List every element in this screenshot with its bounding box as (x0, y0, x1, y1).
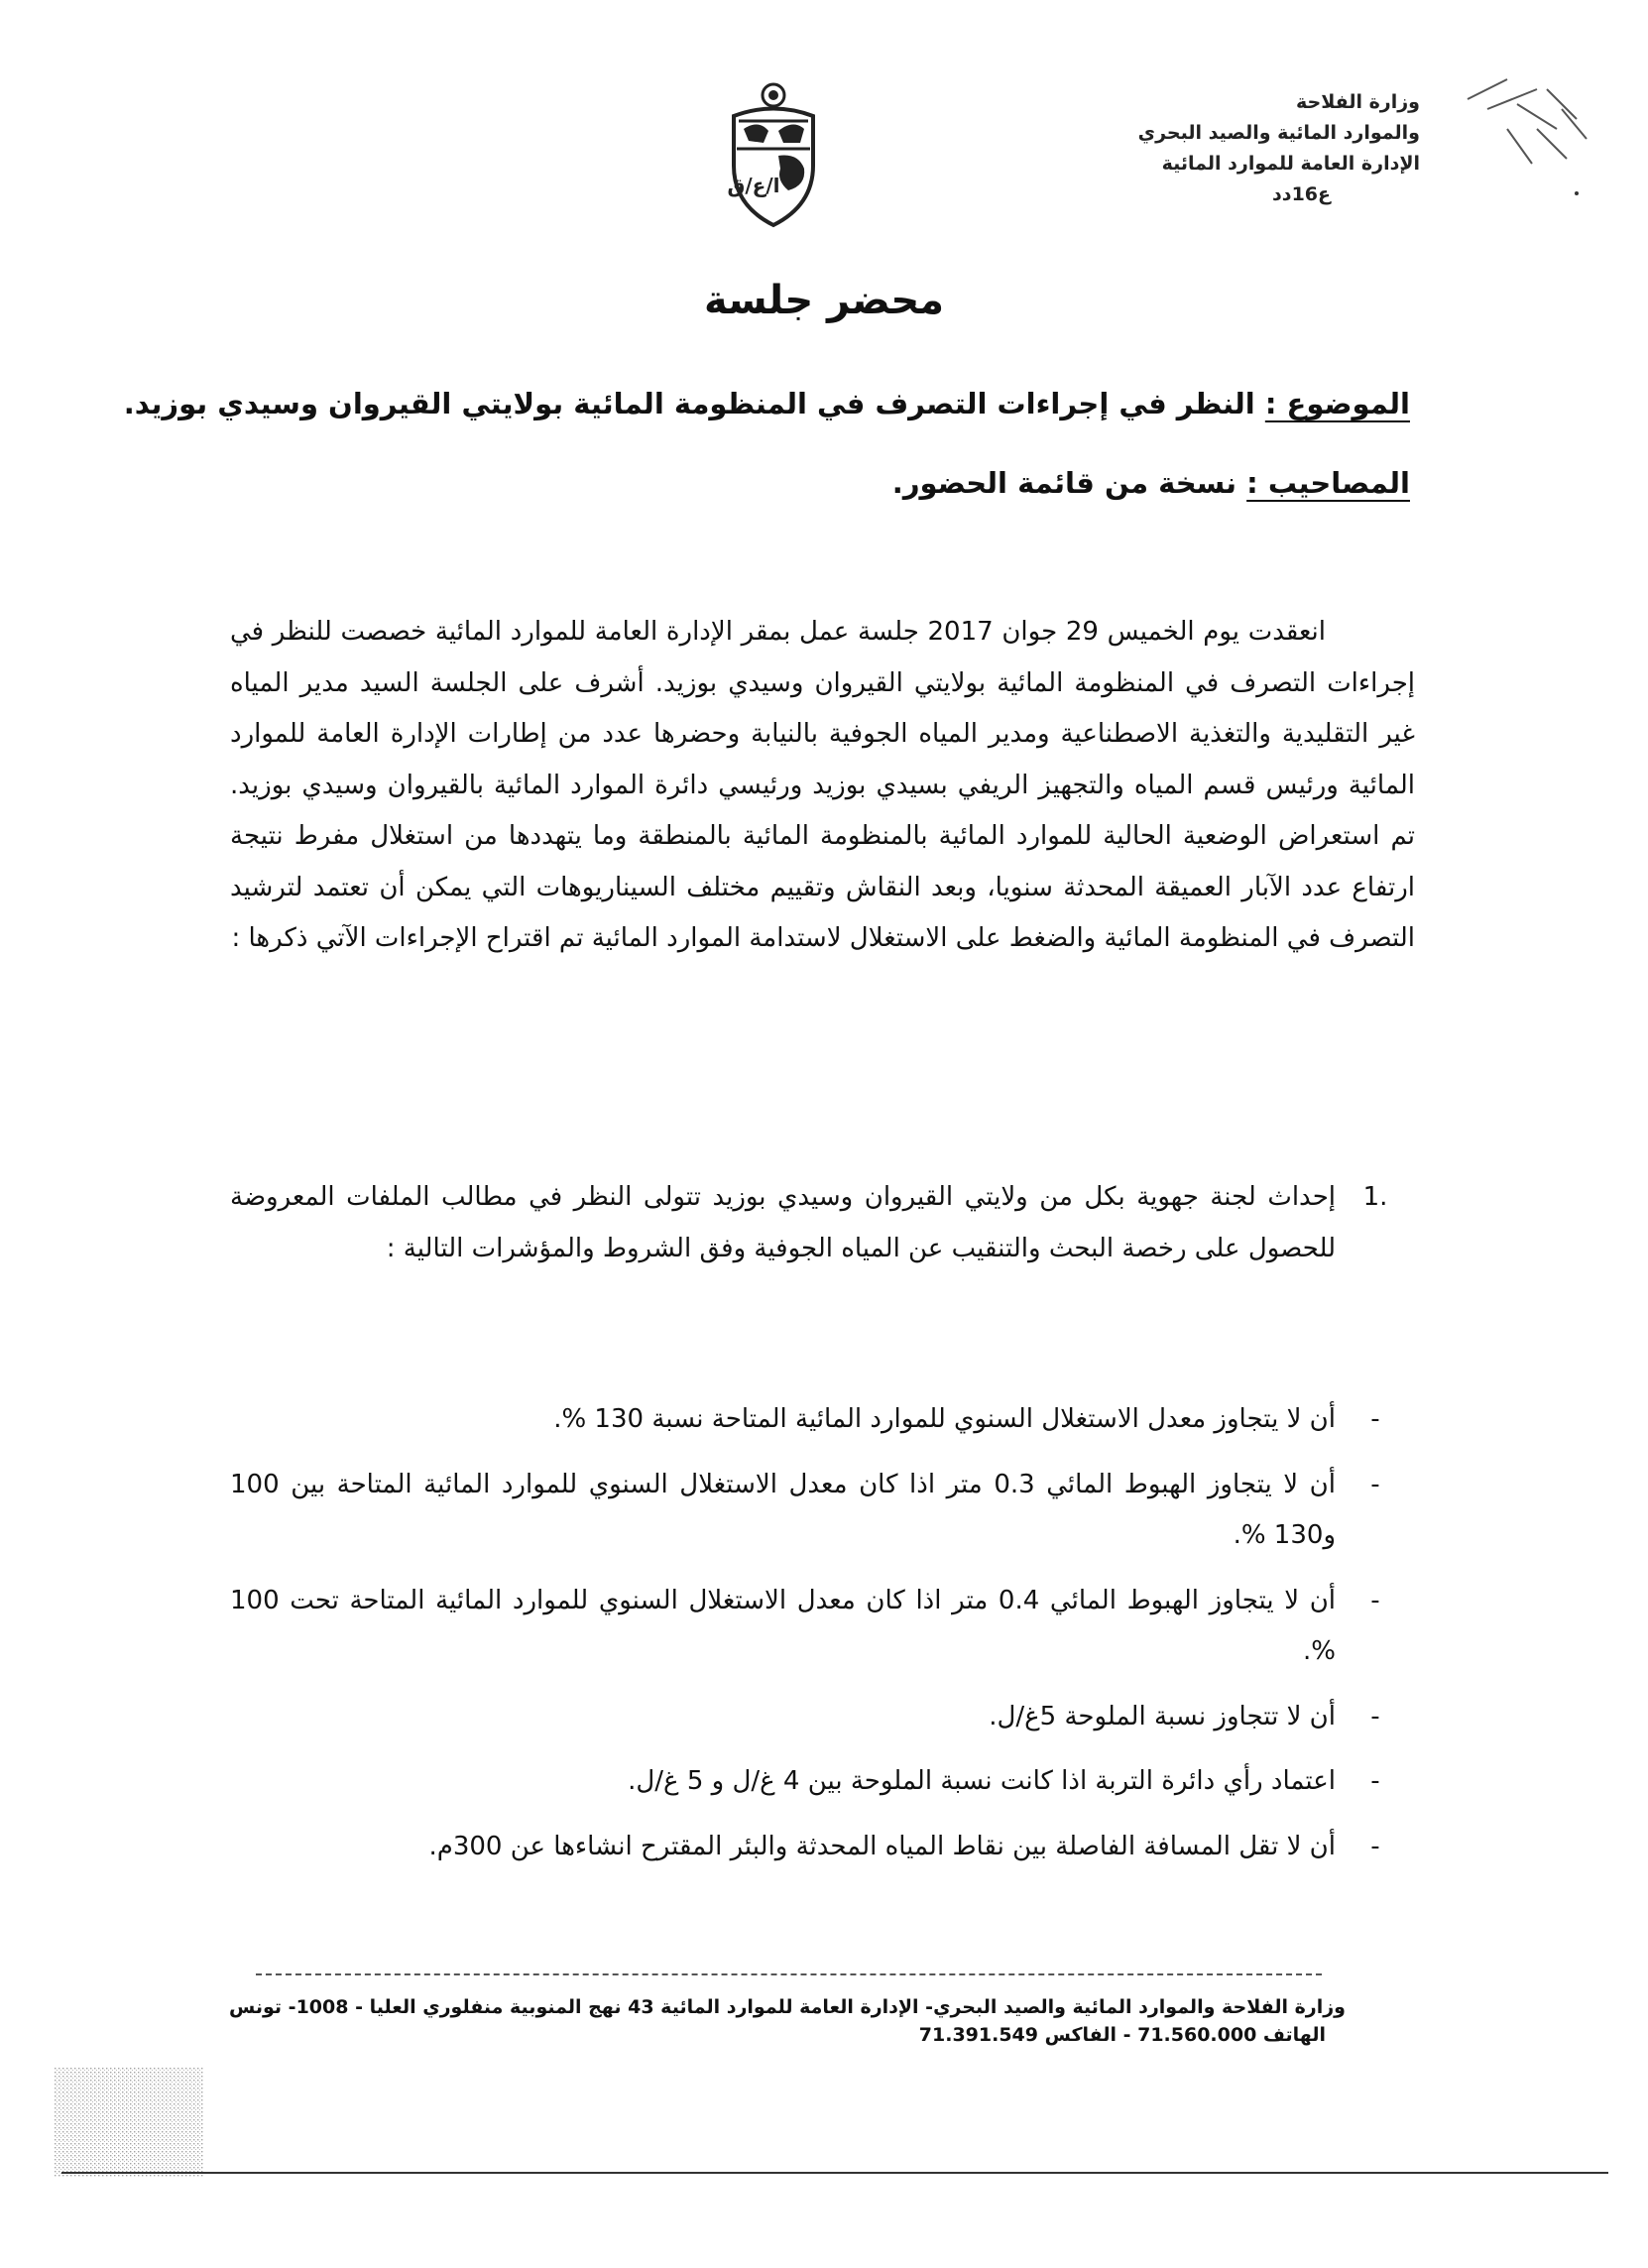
list-item (230, 1460, 1415, 1562)
attachments-label: المصاحيب : (1246, 466, 1410, 500)
list-item (230, 1692, 1415, 1743)
attachments-text: نسخة من قائمة الحضور. (891, 466, 1247, 500)
footer-contact: الهاتف 71.560.000 - الفاكس 71.391.549 (918, 2024, 1326, 2046)
bullet-dash-icon: - (1370, 1766, 1380, 1796)
bullet-dash-icon: - (1370, 1469, 1380, 1499)
footer-divider (256, 1973, 1322, 1975)
bullet-dash-icon: - (1370, 1585, 1380, 1615)
ministry-subtitle: والموارد المائية والصيد البحري (1137, 122, 1420, 144)
scan-artifact-marks (1448, 69, 1596, 208)
directorate-name: الإدارة العامة للموارد المائية (1161, 153, 1420, 175)
footer-address: وزارة الفلاحة والموارد المائية والصيد البحري- الإدارة العامة للموارد المائية 43 نهج المنوبية منفلوري العليا - 1008- تونس (229, 1996, 1346, 2018)
svg-text:ا/ع/ق: ا/ع/ق (727, 174, 780, 197)
bullet-dash-icon: - (1370, 1404, 1380, 1434)
list-item (230, 1394, 1415, 1446)
measure-item (230, 1172, 1415, 1274)
bottom-edge-line (61, 2172, 1608, 2174)
bullet-dash-icon: - (1370, 1831, 1380, 1861)
subject-text: النظر في إجراءات التصرف في المنظومة المائية بولايتي القيروان وسيدي بوزيد. (123, 387, 1265, 420)
list-item (230, 1756, 1415, 1808)
scan-noise-pattern (55, 2068, 203, 2177)
measure-number: 1. (1362, 1182, 1388, 1212)
document-title: محضر جلسة (704, 278, 944, 323)
condition-text: أن لا تقل المسافة الفاصلة بين نقاط المياه المحدثة والبئر المقترح انشاءها عن 300م. (428, 1831, 1336, 1861)
subject-line (124, 387, 1410, 420)
condition-text: أن لا يتجاوز الهبوط المائي 0.4 متر اذا كان معدل الاستغلال السنوي للموارد المائية المتاحة تحت 100 %. (230, 1585, 1337, 1666)
condition-text: اعتماد رأي دائرة التربة اذا كانت نسبة الملوحة بين 4 غ/ل و 5 غ/ل. (628, 1766, 1336, 1796)
list-item (230, 1576, 1415, 1678)
condition-text: أن لا يتجاوز الهبوط المائي 0.3 متر اذا كان معدل الاستغلال السنوي للموارد المائية المتاحة بين 100 و130 %. (230, 1469, 1337, 1550)
ministry-name: وزارة الفلاحة (1296, 91, 1420, 113)
ministry-header (1003, 87, 1420, 210)
list-item (230, 1822, 1415, 1873)
tunisia-coat-of-arms-icon (709, 81, 838, 230)
measures-list (230, 1172, 1415, 1274)
attachments-line (892, 466, 1410, 500)
body-section (230, 607, 1415, 965)
condition-text: أن لا تتجاوز نسبة الملوحة 5غ/ل. (989, 1701, 1336, 1731)
body-paragraph: انعقدت يوم الخميس 29 جوان 2017 جلسة عمل بمقر الإدارة العامة للموارد المائية خصصت للنظر في إجراءات التصرف في المنظومة المائية بولايتي القيروان وسيدي بوزيد. أشرف على الجلسة السيد مدير المياه غير التقليدية والتغذية الاصطناعية ومدير المياه الجوفية بالنيابة وحضرها عدد من إطارات الإدارة العامة للموارد المائية ورئيس قسم المياه والتجهيز الريفي بسيدي بوزيد ورئيسي دائرة الموارد المائية بالقيروان وسيدي بوزيد. تم استعراض الوضعية الحالية للموارد المائية بالمنظومة المائية بالمنطقة وما يتهددها من استغلال مفرط نتيجة ارتفاع عدد الآبار العميقة المحدثة سنويا، وبعد النقاش وتقييم مختلف السيناريوهات التي يمكن أن تعتمد لترشيد التصرف في المنظومة المائية والضغط على الاستغلال لاستدامة الموارد المائية تم اقتراح الإجراءات الآتي ذكرها : (230, 617, 1415, 953)
footer (229, 1993, 1346, 2049)
reference-number: ع16دد (1272, 183, 1331, 205)
bullet-dash-icon: - (1370, 1701, 1380, 1731)
subject-label: الموضوع : (1264, 387, 1410, 420)
condition-text: أن لا يتجاوز معدل الاستغلال السنوي للموارد المائية المتاحة نسبة 130 %. (553, 1404, 1336, 1434)
conditions-list (230, 1394, 1415, 1886)
measure-text: إحداث لجنة جهوية بكل من ولايتي القيروان وسيدي بوزيد تتولى النظر في مطالب الملفات المعروضة للحصول على رخصة البحث والتنقيب عن المياه الجوفية وفق الشروط والمؤشرات التالية : (230, 1182, 1336, 1263)
